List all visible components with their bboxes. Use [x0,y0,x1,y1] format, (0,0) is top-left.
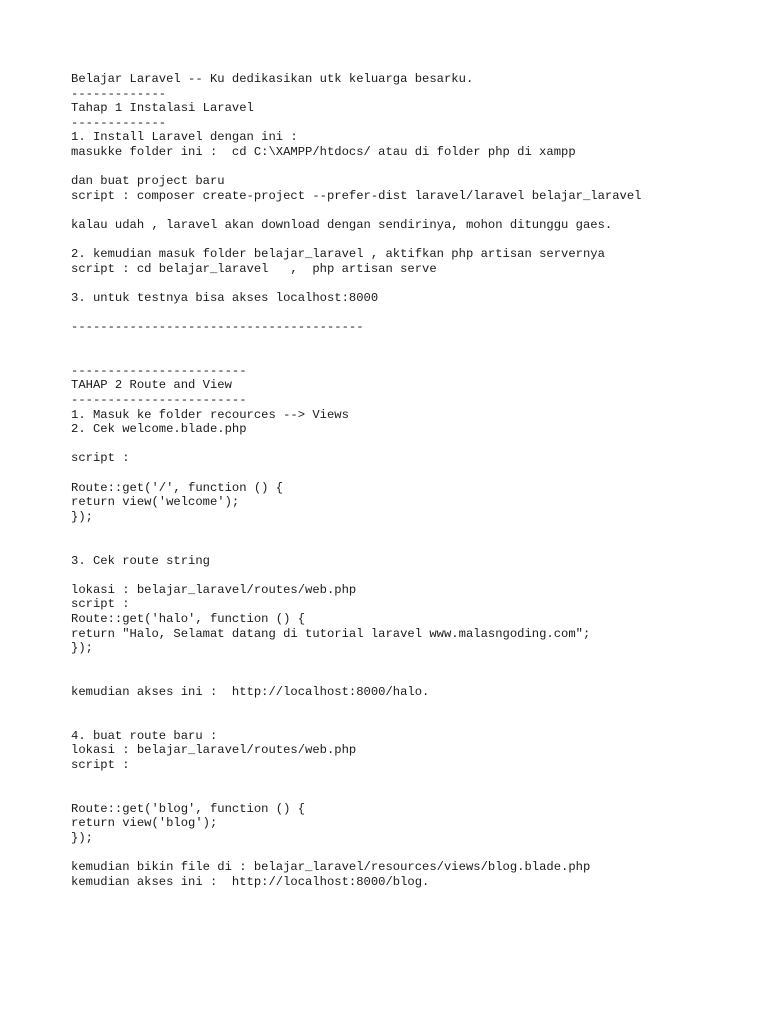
document-line: }); [71,830,93,845]
blank-line [71,670,751,685]
document-line: script : [71,451,130,466]
document-line: Route::get('/', function () { [71,480,284,495]
document-line: 3. untuk testnya bisa akses localhost:8000 [71,290,379,305]
blank-line [71,845,751,860]
document-line: 3. Cek route string [71,553,210,568]
document-line: 4. buat route baru : [71,728,218,743]
document-line: ------------- [71,86,167,101]
document-line: Route::get('halo', function () { [71,611,306,626]
document-line: Tahap 1 Instalasi Laravel [71,101,254,116]
document-line: kemudian akses ini : http://localhost:8000/blog. [71,874,430,889]
blank-line [71,160,751,175]
blank-line [71,466,751,481]
blank-line [71,349,751,364]
document-line: kemudian bikin file di : belajar_laravel/resources/views/blog.blade.php [71,860,591,875]
blank-line [71,524,751,539]
document-line: Route::get('blog', function () { [71,801,306,816]
document-line: ------------------------ [71,393,247,408]
document-line: ------------------------ [71,363,247,378]
blank-line [71,656,751,671]
blank-line [71,335,751,350]
document-line: }); [71,641,93,656]
document-line: ------------- [71,115,167,130]
document-line: kemudian akses ini : http://localhost:8000/halo. [71,684,430,699]
document-line: return "Halo, Selamat datang di tutorial laravel www.malasngoding.com"; [71,626,591,641]
blank-line [71,203,751,218]
blank-line [71,787,751,802]
blank-line [71,773,751,788]
blank-line [71,568,751,583]
blank-line [71,306,751,321]
blank-line [71,714,751,729]
document-line: TAHAP 2 Route and View [71,378,232,393]
document-line: script : cd belajar_laravel , php artisan serve [71,261,437,276]
document-body [71,72,751,889]
document-line: return view('blog'); [71,816,218,831]
document-line: 2. Cek welcome.blade.php [71,422,247,437]
document-line: ---------------------------------------- [71,320,364,335]
document-line: dan buat project baru [71,174,225,189]
blank-line [71,437,751,452]
document-line: 1. Install Laravel dengan ini : [71,130,298,145]
document-line: 2. kemudian masuk folder belajar_laravel , aktifkan php artisan servernya [71,247,605,262]
blank-line [71,233,751,248]
document-line: script : [71,597,130,612]
document-line: script : [71,757,130,772]
document-line: kalau udah , laravel akan download dengan sendirinya, mohon ditunggu gaes. [71,217,613,232]
blank-line [71,700,751,715]
document-line: lokasi : belajar_laravel/routes/web.php [71,582,357,597]
blank-line [71,539,751,554]
blank-line [71,276,751,291]
document-line: script : composer create-project --prefer-dist laravel/laravel belajar_laravel [71,188,642,203]
document-line: }); [71,509,93,524]
document-line: lokasi : belajar_laravel/routes/web.php [71,743,357,758]
document-line: 1. Masuk ke folder recources --> Views [71,407,349,422]
document-line: return view('welcome'); [71,495,240,510]
document-line: Belajar Laravel -- Ku dedikasikan utk keluarga besarku. [71,72,474,86]
document-line: masukke folder ini : cd C:\XAMPP/htdocs/ atau di folder php di xampp [71,144,576,159]
